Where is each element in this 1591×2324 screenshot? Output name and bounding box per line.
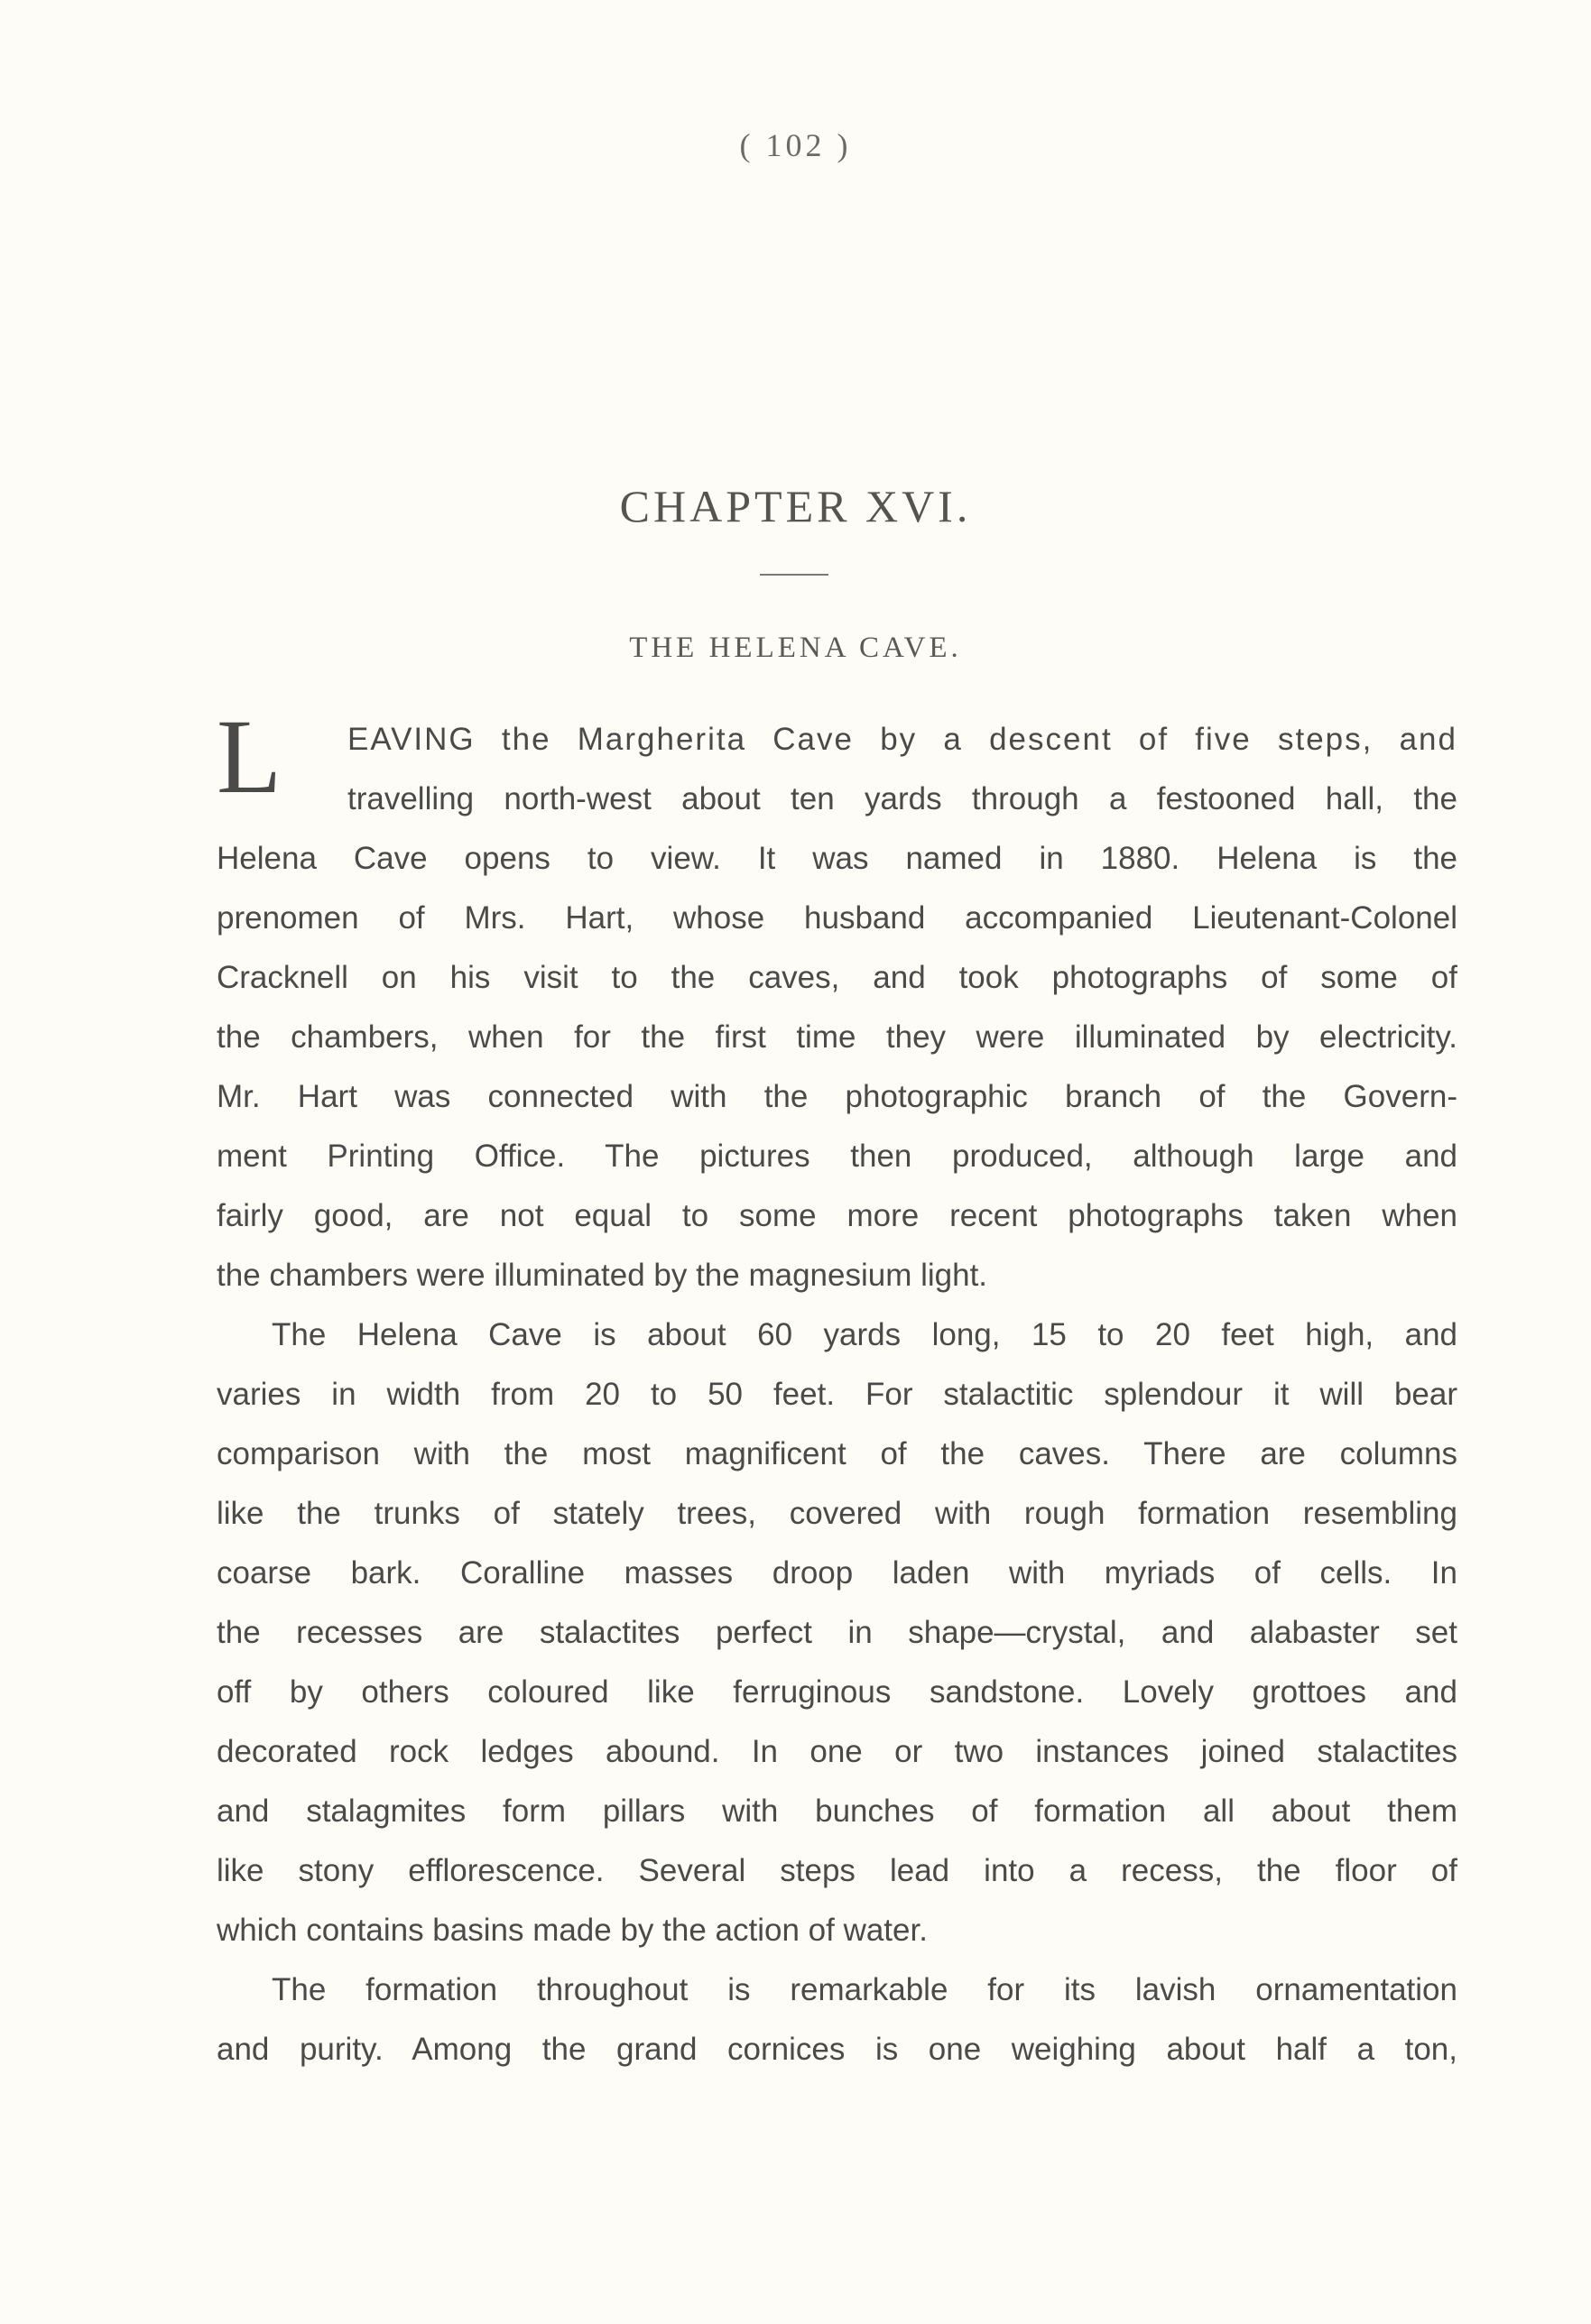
text-line: like the trunks of stately trees, covered with rough formation resembling (217, 1496, 1457, 1531)
text-line: Mr. Hart was connected with the photographic branch of the Govern- (217, 1079, 1457, 1114)
text-line: the chambers were illuminated by the magnesium light. (217, 1258, 988, 1293)
text-line: varies in width from 20 to 50 feet. For stalactitic splendour it will bear (217, 1377, 1457, 1412)
text-line: fairly good, are not equal to some more recent photographs taken when (217, 1198, 1457, 1233)
text-line: off by others coloured like ferruginous sandstone. Lovely grottoes and (217, 1674, 1457, 1710)
text-line: The Helena Cave is about 60 yards long, 15 to 20 feet high, and (272, 1317, 1457, 1352)
text-line: the chambers, when for the first time they were illuminated by electricity. (217, 1019, 1457, 1055)
title-rule (760, 574, 828, 576)
section-title: THE HELENA CAVE. (629, 632, 962, 664)
page-number: ( 102 ) (739, 127, 852, 163)
text-line: like stony efflorescence. Several steps lead into a recess, the floor of (217, 1853, 1457, 1888)
drop-cap: L (217, 697, 282, 816)
text-line: travelling north-west about ten yards through a festooned hall, the (347, 781, 1457, 816)
chapter-title: CHAPTER XVI. (619, 481, 972, 531)
text-line: Cracknell on his visit to the caves, and took photographs of some of (217, 960, 1457, 995)
text-line: comparison with the most magnificent of the caves. There are columns (217, 1436, 1457, 1471)
text-line: and stalagmites form pillars with bunches of formation all about them (217, 1794, 1457, 1829)
text-line: decorated rock ledges abound. In one or two instances joined stalactites (217, 1734, 1457, 1769)
text-line: Helena Cave opens to view. It was named in 1880. Helena is the (217, 841, 1457, 876)
text-line: which contains basins made by the action of water. (217, 1913, 928, 1948)
body-text (217, 710, 1457, 2080)
text-line: EAVING the Margherita Cave by a descent of five steps, and (347, 722, 1457, 757)
text-line: ment Printing Office. The pictures then produced, although large and (217, 1139, 1457, 1174)
text-line: prenomen of Mrs. Hart, whose husband accompanied Lieutenant-Colonel (217, 900, 1457, 936)
text-line: coarse bark. Coralline masses droop laden with myriads of cells. In (217, 1555, 1457, 1591)
text-line: the recesses are stalactites perfect in shape—crystal, and alabaster set (217, 1615, 1457, 1650)
text-line: and purity. Among the grand cornices is one weighing about half a ton, (217, 2032, 1457, 2067)
text-line: The formation throughout is remarkable for its lavish ornamentation (272, 1972, 1457, 2007)
